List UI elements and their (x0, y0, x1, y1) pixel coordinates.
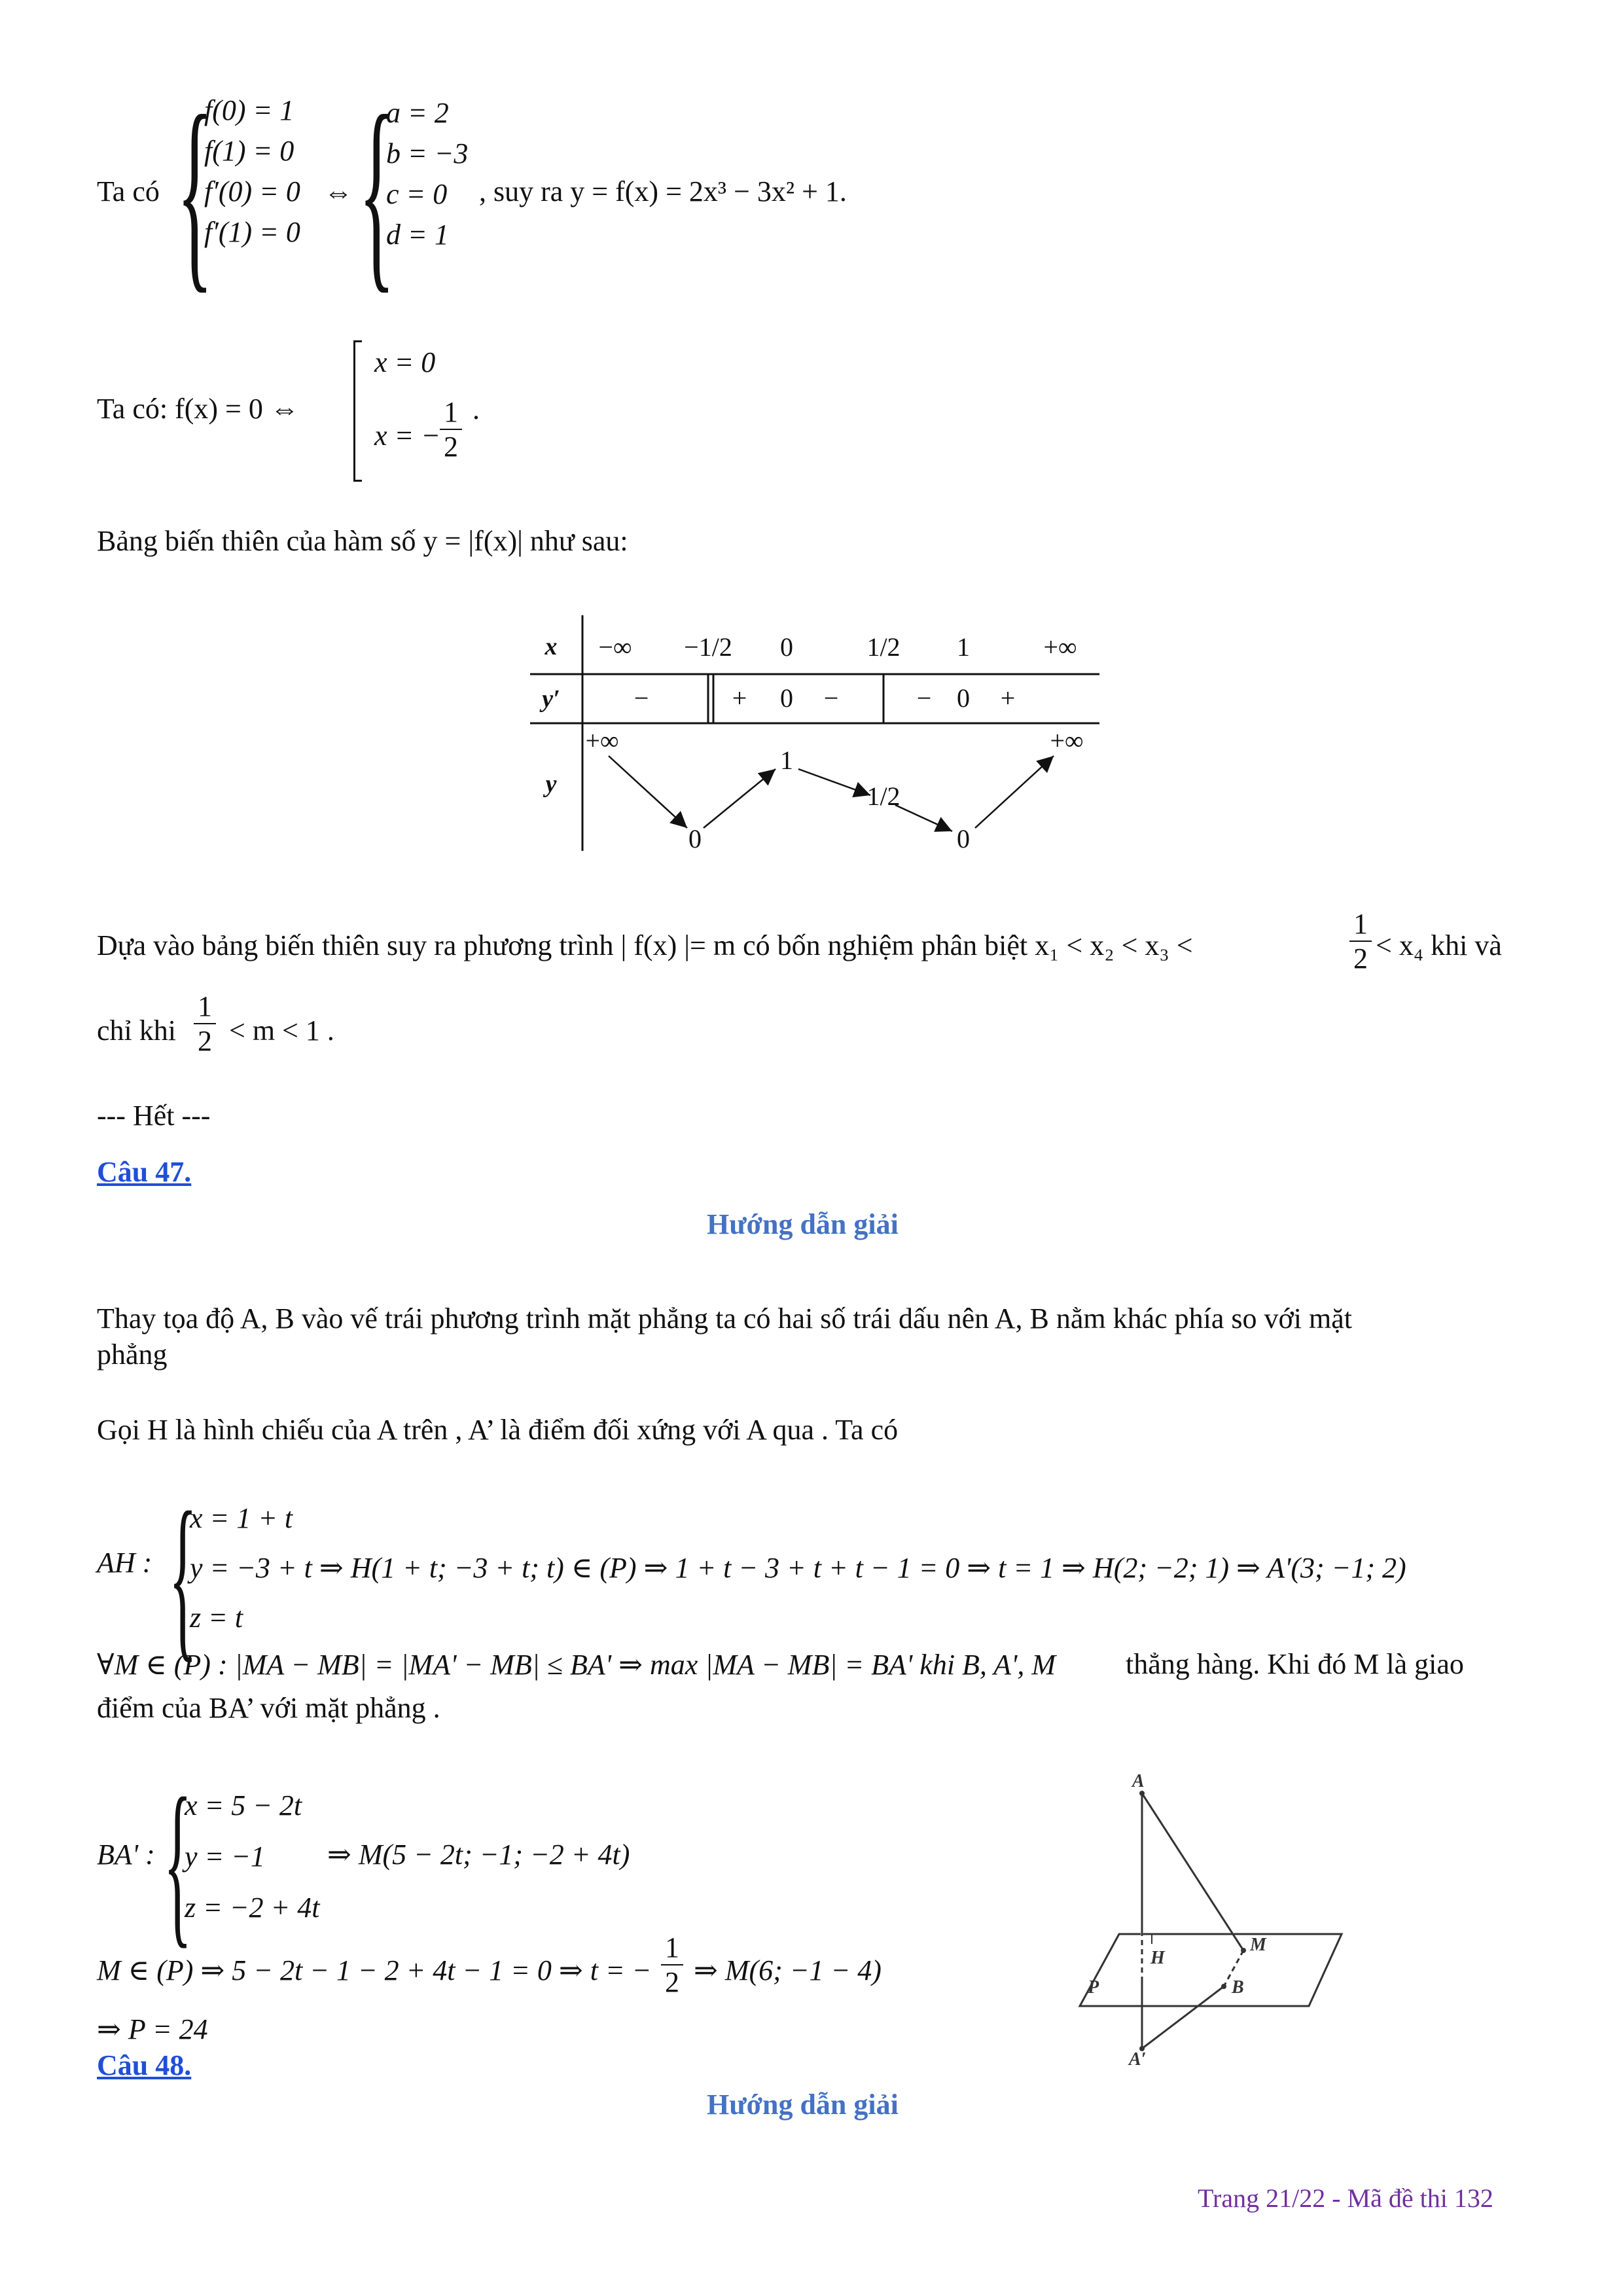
result-c: c = 0 (386, 178, 448, 210)
x-zero: 0 (780, 632, 793, 662)
forall-tail: thẳng hàng. Khi đó M là giao (1126, 1648, 1464, 1680)
yp-sign-2: + (732, 683, 747, 713)
q47-heading: Hướng dẫn giải (707, 1208, 899, 1240)
right-angle (1142, 1934, 1152, 1944)
end-marker: --- Hết --- (97, 1100, 211, 1132)
label-h: H (1150, 1948, 1165, 1968)
point-a (1139, 1791, 1145, 1796)
q47-p2: Gọi H là hình chiếu của A trên , A’ là điểm đối xứng với A qua . Ta có (97, 1414, 899, 1446)
condition-3: f′(0) = 0 (204, 175, 300, 207)
point-b (1221, 1984, 1226, 1989)
conclusion2-frac-den: 2 (198, 1025, 212, 1057)
arrow-down-2 (798, 769, 870, 795)
result-b: b = −3 (386, 137, 469, 170)
m-frac-den: 2 (665, 1966, 679, 1998)
y-max: 1 (780, 745, 793, 775)
root-2: x = − (374, 420, 440, 452)
table-caption: Bảng biến thiên của hàm số y = |f(x)| như sau: (97, 525, 628, 557)
y-pos-inf-val: +∞ (1050, 726, 1084, 755)
results-list (386, 93, 468, 255)
conclusion-line1a: Dựa vào bảng biến thiên suy ra phương trình | f(x) |= m có bốn nghiệm phân biệt x₁ < x₂ < x₃ < (97, 929, 1193, 961)
m-frac (661, 1931, 683, 1999)
equiv-symbol: ⇔ (324, 176, 353, 208)
x-neg-half: −1/2 (684, 632, 732, 662)
result-a: a = 2 (386, 97, 449, 129)
m-line-a: M ∈ (P) ⇒ 5 − 2t − 1 − 2 + 4t − 1 = 0 ⇒ t = − (97, 1954, 652, 1986)
conclusion2-frac (194, 990, 216, 1058)
y-min-1: 0 (688, 824, 702, 853)
q47-title[interactable]: Câu 47. (97, 1156, 192, 1188)
label-p: P (1088, 1977, 1099, 1998)
forall-line: ∀M ∈ (P) : |MA − MB| = |MA' − MB| ≤ BA' ⇒ max |MA − MB| = BA' khi B, A', M (97, 1649, 1056, 1681)
root-2-frac (440, 395, 462, 463)
block2-intro: Ta có: f(x) = 0 ⇔ (97, 393, 299, 425)
arrow-up-2 (975, 756, 1054, 828)
condition-1: f(0) = 1 (204, 94, 294, 126)
label-m: M (1250, 1935, 1266, 1955)
bracket (353, 340, 362, 482)
y-neg-inf-val: +∞ (585, 726, 619, 755)
x-neg-inf: −∞ (598, 632, 632, 662)
label-a: A (1132, 1771, 1145, 1791)
q48-heading: Hướng dẫn giải (707, 2089, 899, 2121)
x-half: 1/2 (866, 632, 901, 662)
m-frac-num: 1 (661, 1931, 683, 1965)
y-min-2: 0 (957, 824, 970, 853)
q48-title[interactable]: Câu 48. (97, 2049, 192, 2081)
frac-num: 1 (440, 395, 462, 430)
ah-brace: { (169, 1474, 198, 1677)
ba-line-1: x = 5 − 2t (185, 1789, 302, 1821)
ba-result: ⇒ M(5 − 2t; −1; −2 + 4t) (327, 1839, 630, 1871)
page-footer: Trang 21/22 - Mã đề thi 132 (1198, 2183, 1493, 2213)
conclusion2-frac-num: 1 (194, 990, 216, 1024)
ba-label: BA' : (97, 1839, 155, 1871)
yp-sign-3: − (823, 683, 839, 713)
ba-line-3: z = −2 + 4t (185, 1892, 320, 1924)
conclusion-frac-num: 1 (1349, 907, 1372, 942)
arrow-up-1 (704, 769, 776, 828)
ah-line-1: x = 1 + t (190, 1502, 293, 1534)
arrow-down-1 (609, 756, 687, 828)
ba-brace: { (164, 1760, 192, 1964)
geometry-figure (1054, 1767, 1368, 2068)
condition-4: f′(1) = 0 (204, 216, 300, 248)
ah-label: AH : (97, 1547, 152, 1579)
ba-system (185, 1780, 319, 1933)
y-half: 1/2 (866, 781, 901, 811)
conclusion-line2a: chỉ khi (97, 1014, 176, 1047)
block2-end: . (473, 393, 480, 425)
condition-2: f(1) = 0 (204, 135, 294, 167)
yp-zero-2: 0 (957, 683, 970, 713)
point-m (1241, 1948, 1246, 1953)
conclusion-line1b: < x₄ khi và (1376, 929, 1502, 961)
left-brace-1: { (177, 72, 213, 311)
conditions-list (204, 90, 300, 253)
conclusion-frac-den: 2 (1353, 942, 1368, 975)
arrow-down-3 (895, 805, 952, 831)
left-brace-2: { (359, 72, 395, 311)
yp-zero-1: 0 (780, 683, 793, 713)
label-x: x (544, 633, 558, 660)
q47-p3: điểm của BA’ với mặt phẳng . (97, 1692, 440, 1724)
q47-p1-line1: Thay tọa độ A, B vào vế trái phương trình mặt phẳng ta có hai số trái dấu nên A, B nằm khác phía so với mặt (97, 1302, 1352, 1335)
ah-line-2: y = −3 + t ⇒ H(1 + t; −3 + t; t) ∈ (P) ⇒ 1 + t − 3 + t + t − 1 = 0 ⇒ t = 1 ⇒ H(2; −2; 1) ⇒ A'(3; −1; 2) (190, 1552, 1406, 1584)
intro-ta-co: Ta có (97, 175, 160, 207)
yp-sign-5: + (1000, 683, 1016, 713)
yp-sign-4: − (916, 683, 932, 713)
result-d: d = 1 (386, 219, 449, 251)
line-ba (1142, 1986, 1224, 2049)
root-1: x = 0 (374, 346, 436, 378)
m-line-b: ⇒ M(6; −1 − 4) (694, 1954, 882, 1986)
ah-system (190, 1494, 1406, 1643)
q47-p1-line2: phẳng (97, 1338, 168, 1371)
x-pos-inf: +∞ (1043, 632, 1077, 662)
variation-table (524, 602, 1113, 864)
frac-den: 2 (444, 431, 458, 463)
ba-line-2: y = −1 (185, 1840, 265, 1873)
ah-line-3: z = t (190, 1602, 243, 1634)
label-y: y (545, 770, 557, 798)
block1-conclusion: , suy ra y = f(x) = 2x³ − 3x² + 1. (479, 175, 847, 207)
x-one: 1 (957, 632, 970, 662)
conclusion-line2b: < m < 1 . (229, 1014, 334, 1047)
label-b: B (1232, 1977, 1244, 1998)
label-yprime: y′ (542, 685, 560, 713)
line-am (1142, 1793, 1243, 1950)
yp-sign-1: − (633, 683, 649, 713)
conclusion-frac (1349, 907, 1372, 975)
p-line: ⇒ P = 24 (97, 2013, 208, 2045)
label-aprime: A′ (1129, 2049, 1147, 2068)
